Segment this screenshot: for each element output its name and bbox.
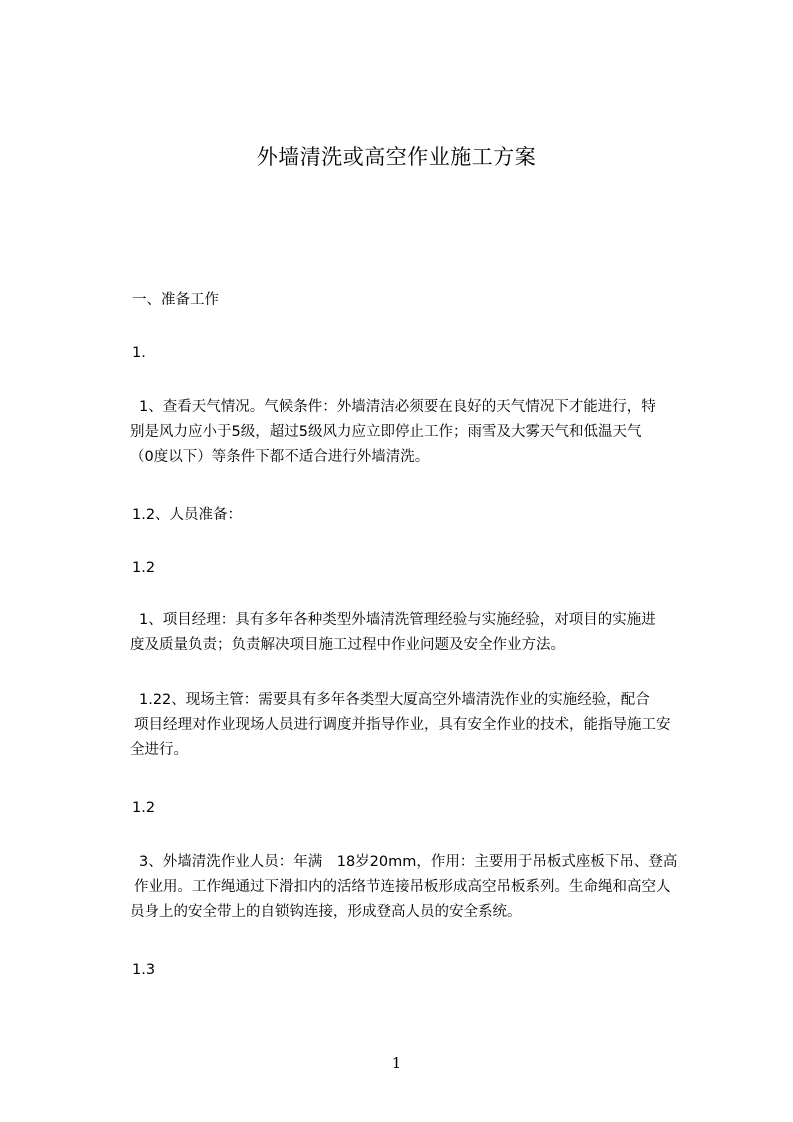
paragraph-line: 项目经理对作业现场人员进行调度并指导作业，具有安全作业的技术，能指导施工安 xyxy=(134,717,671,733)
paragraph-project-manager xyxy=(130,608,714,658)
paragraph-line: 全进行。 xyxy=(130,742,188,758)
paragraph-line: 作业用。工作绳通过下滑扣内的活络节连接吊板形成高空吊板系列。生命绳和高空人 xyxy=(134,879,671,895)
paragraph-line: （0度以下）等条件下都不适合进行外墙清洗。 xyxy=(130,449,430,465)
page-number: 1 xyxy=(391,1054,402,1072)
paragraph-site-supervisor xyxy=(130,688,714,763)
paragraph-weather xyxy=(130,395,714,470)
paragraph-line: 1、项目经理：具有多年各种类型外墙清洗管理经验与实施经验，对项目的实施进 xyxy=(139,612,656,628)
paragraph-line: 3、外墙清洗作业人员：年满 18岁20mm，作用：主要用于吊板式座板下吊、登高 xyxy=(139,854,678,870)
subsection-number-1-2: 1.2 xyxy=(132,560,156,576)
subsection-number-1: 1. xyxy=(132,345,146,361)
paragraph-line: 1.22、现场主管：需要具有多年各类型大厦高空外墙清洗作业的实施经验，配合 xyxy=(139,692,650,708)
document-title: 外墙清洗或高空作业施工方案 xyxy=(256,145,537,169)
paragraph-line: 别是风力应小于5级，超过5级风力应立即停止工作；雨雪及大雾天气和低温天气 xyxy=(130,424,642,440)
section-heading-preparation: 一、准备工作 xyxy=(132,292,219,308)
paragraph-line: 1、查看天气情况。气候条件：外墙清洁必须要在良好的天气情况下才能进行，特 xyxy=(139,399,656,415)
subsection-number-1-3: 1.3 xyxy=(132,962,156,978)
paragraph-line: 员身上的安全带上的自锁钩连接，形成登高人员的安全系统。 xyxy=(130,904,522,920)
subsection-personnel: 1.2、人员准备： xyxy=(132,507,243,523)
paragraph-cleaning-workers xyxy=(130,850,714,925)
subsection-number-1-2-repeat: 1.2 xyxy=(132,800,156,816)
paragraph-line: 度及质量负责；负责解决项目施工过程中作业问题及安全作业方法。 xyxy=(130,637,565,653)
